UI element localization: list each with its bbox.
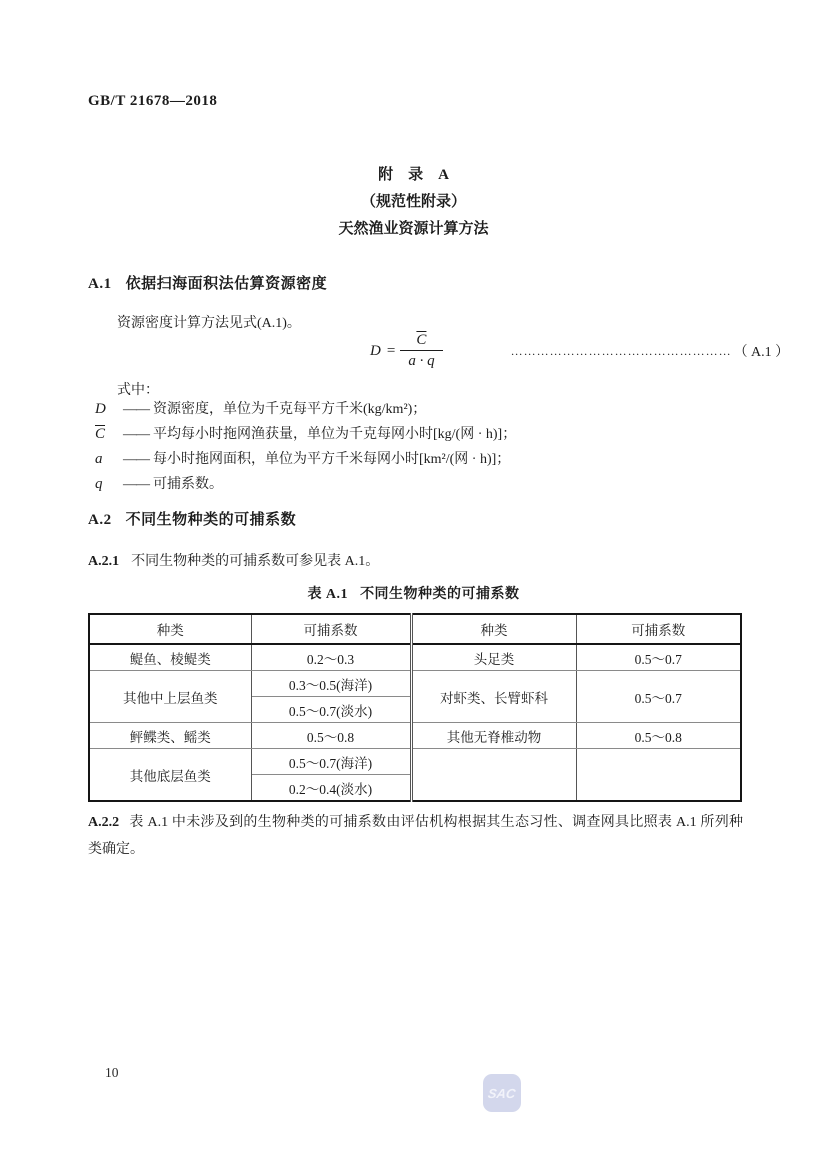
sac-watermark-logo	[483, 1074, 521, 1112]
formula-a1	[88, 332, 790, 370]
cell-coefficient: 0.5～0.8	[251, 723, 411, 749]
section-a2-heading	[88, 508, 296, 529]
cell-coefficient: 0.5～0.8	[576, 723, 741, 749]
definition-row-a	[95, 448, 516, 473]
page-number: 10	[105, 1065, 119, 1080]
table-caption-title: 不同生物种类的可捕系数	[360, 587, 520, 602]
appendix-title: 附 录 A	[378, 167, 449, 183]
cell-species: 其他中上层鱼类	[89, 671, 251, 723]
formula-denominator: a · q	[400, 350, 442, 370]
appendix-title-block	[0, 162, 827, 243]
definition-text-a: 每小时拖网面积，单位为平方千米每网小时[km²/(网 · h)]；	[153, 452, 511, 467]
variable-definitions	[95, 398, 516, 498]
clause-a22	[88, 809, 743, 863]
clause-a22-text: 表 A.1 中未涉及到的生物种类的可捕系数由评估机构根据其生态习性、调查网具比照表 A.1 所列种类确定。	[88, 815, 743, 857]
formula-number-label: （ A.1 ）	[733, 345, 790, 360]
definition-row-d	[95, 398, 516, 423]
header-coefficient-left: 可捕系数	[251, 614, 411, 644]
clause-a22-number: A.2.2	[88, 815, 120, 830]
definition-row-q	[95, 473, 516, 498]
definition-text-d: 资源密度，单位为千克每平方千米(kg/km²)；	[153, 402, 427, 417]
clause-a21-text: 不同生物种类的可捕系数可参见表 A.1。	[131, 554, 380, 569]
header-species-left: 种类	[89, 614, 251, 644]
symbol-d: D	[95, 401, 106, 417]
definition-dash: ——	[123, 477, 149, 492]
cell-coefficient: 0.5～0.7(淡水)	[251, 697, 411, 723]
cell-coefficient: 0.5～0.7	[576, 671, 741, 723]
definition-text-c: 平均每小时拖网渔获量，单位为千克每网小时[kg/(网 · h)]；	[153, 427, 517, 442]
formula-fraction	[400, 332, 442, 370]
section-a2-number: A.2	[88, 512, 112, 528]
symbol-c-bar: $\overline{C}$	[95, 426, 106, 442]
cell-species: 对虾类、长臂虾科	[411, 671, 576, 723]
sac-watermark-text: SAC	[487, 1085, 517, 1101]
clause-a21-number: A.2.1	[88, 554, 120, 569]
header-coefficient-right: 可捕系数	[576, 614, 741, 644]
section-a1-title: 依据扫海面积法估算资源密度	[125, 276, 328, 292]
table-row	[89, 749, 741, 775]
definition-text-q: 可捕系数。	[153, 477, 223, 492]
table-row	[89, 644, 741, 671]
section-a2-title: 不同生物种类的可捕系数	[125, 512, 297, 528]
formula-lhs: D	[370, 342, 381, 359]
cell-coefficient: 0.5～0.7(海洋)	[251, 749, 411, 775]
cell-species: 鳀鱼、棱鳀类	[89, 644, 251, 671]
cell-species: 其他底层鱼类	[89, 749, 251, 802]
cell-species: 鲆鲽类、鳐类	[89, 723, 251, 749]
definition-dash: ——	[123, 452, 149, 467]
formula-intro-text: 资源密度计算方法见式(A.1)。	[117, 316, 301, 331]
section-a1-number: A.1	[88, 276, 112, 292]
definition-row-c	[95, 423, 516, 448]
table-row	[89, 671, 741, 697]
cell-species-empty	[411, 749, 576, 802]
formula-expression	[370, 332, 443, 370]
formula-numerator: $\overline{C}$	[416, 332, 427, 348]
table-row	[89, 723, 741, 749]
formula-equals: =	[386, 342, 396, 359]
table-header-row	[89, 614, 741, 644]
clause-a21	[88, 550, 379, 570]
symbol-a: a	[95, 451, 103, 467]
coefficient-table	[88, 613, 742, 802]
definition-dash: ——	[123, 427, 149, 442]
header-species-right: 种类	[411, 614, 576, 644]
symbol-q: q	[95, 476, 103, 492]
section-a1-heading	[88, 272, 327, 293]
cell-coefficient: 0.2～0.3	[251, 644, 411, 671]
definition-dash: ——	[123, 402, 149, 417]
cell-coefficient-empty	[576, 749, 741, 802]
cell-coefficient: 0.3～0.5(海洋)	[251, 671, 411, 697]
cell-coefficient: 0.2～0.4(淡水)	[251, 775, 411, 802]
appendix-name: 天然渔业资源计算方法	[338, 221, 489, 237]
cell-coefficient: 0.5～0.7	[576, 644, 741, 671]
table-caption	[0, 583, 827, 603]
cell-species: 其他无脊椎动物	[411, 723, 576, 749]
where-label: 式中：	[117, 383, 159, 398]
table-caption-number: 表 A.1	[307, 587, 349, 602]
standard-code-header: GB/T 21678—2018	[88, 93, 218, 109]
formula-dotted-leader: ……………………………………………	[510, 343, 732, 358]
cell-species: 头足类	[411, 644, 576, 671]
appendix-subtitle: （规范性附录）	[360, 194, 466, 210]
coefficient-table-wrap	[88, 613, 742, 802]
